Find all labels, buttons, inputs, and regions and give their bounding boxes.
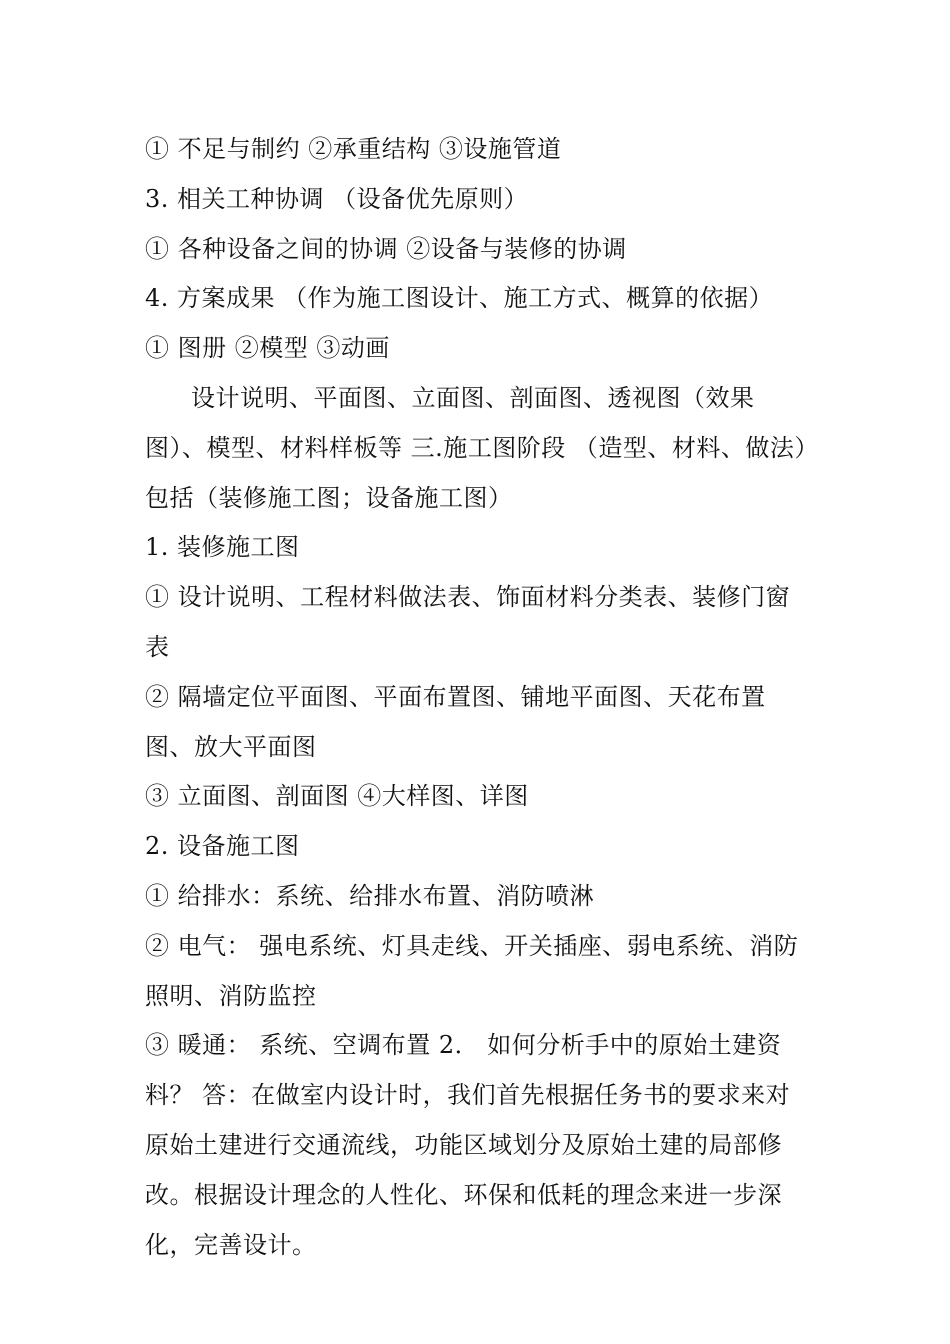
paragraph-decoration-item-2: ② 隔墙定位平面图、平面布置图、铺地平面图、天花布置图、放大平面图 [145, 682, 766, 761]
heading-equipment-drawings: 2. 设备施工图 [145, 832, 300, 861]
paragraph-constraints-list: ① 不足与制约 ②承重结构 ③设施管道 [145, 135, 562, 163]
paragraph-coordination-list: ① 各种设备之间的协调 ②设备与装修的协调 [145, 234, 627, 263]
document-body [145, 125, 810, 1270]
heading-scheme-results: 4. 方案成果 （作为施工图设计、施工方式、概算的依据） [145, 284, 774, 313]
paragraph-hvac-and-answer: ③ 暖通： 系统、空调布置 2． 如何分析手中的原始土建资料？ 答：在做室内设计时，我们首先根据任务书的要求来对原始土建进行交通流线，功能区域划分及原始土建的局部修改。根据设计理念的人性化、环保和低耗的理念来进一步深化，完善设计。 [145, 1031, 791, 1259]
paragraph-design-description: 设计说明、平面图、立面图、剖面图、透视图（效果图）、模型、材料样板等 三.施工图阶段 （造型、材料、做法）包括（装修施工图；设备施工图） [145, 383, 807, 512]
heading-decoration-drawings: 1. 装修施工图 [145, 533, 300, 562]
paragraph-results-list: ① 图册 ②模型 ③动画 [145, 334, 390, 363]
paragraph-decoration-item-3: ③ 立面图、剖面图 ④大样图、详图 [145, 782, 529, 811]
heading-related-trades: 3. 相关工种协调 （设备优先原则） [145, 184, 529, 213]
paragraph-plumbing: ① 给排水：系统、给排水布置、消防喷淋 [145, 881, 595, 910]
paragraph-decoration-item-1: ① 设计说明、工程材料做法表、饰面材料分类表、装修门窗表 [145, 583, 791, 661]
paragraph-electrical: ② 电气： 强电系统、灯具走线、开关插座、弱电系统、消防照明、消防监控 [145, 931, 799, 1010]
